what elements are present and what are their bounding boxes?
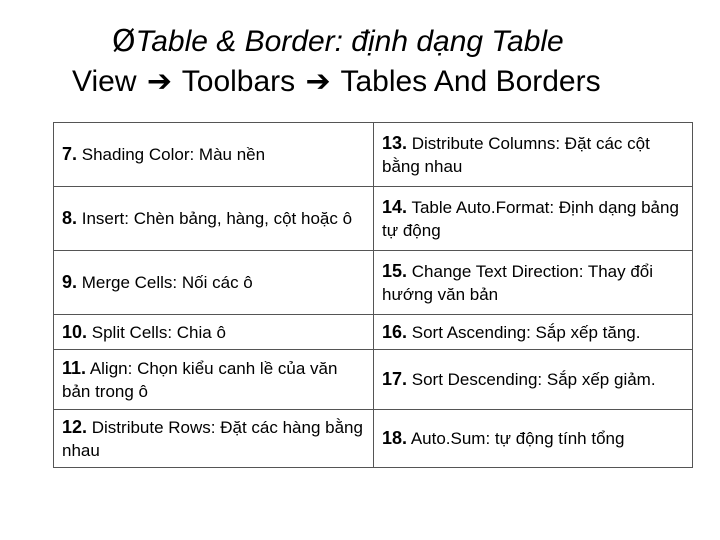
toolbar-functions-table — [53, 122, 693, 468]
menu-path-tables-borders: Tables And Borders — [340, 65, 601, 98]
menu-path-toolbars: Toolbars — [181, 65, 296, 98]
item-number: 8. — [62, 208, 78, 228]
item-text: Shading Color: Màu nền — [77, 145, 266, 164]
item-number: 10. — [62, 321, 88, 342]
item-text: Distribute Rows: Đặt các hàng bằng nhau — [62, 417, 363, 460]
item-text: Split Cells: Chia ô — [87, 322, 226, 342]
table-row — [54, 187, 693, 251]
slide-title-line2 — [72, 62, 601, 102]
item-text: Change Text Direction: Thay đổi hướng văn bản — [382, 261, 654, 304]
item-number: 17. — [382, 369, 408, 389]
table-row — [54, 315, 693, 350]
table-cell — [374, 251, 693, 315]
table-cell — [54, 410, 374, 468]
item-text: Distribute Columns: Đặt các cột bằng nhau — [382, 133, 650, 176]
table-cell — [54, 187, 374, 251]
table-cell — [54, 315, 374, 350]
item-text: Insert: Chèn bảng, hàng, cột hoặc ô — [77, 209, 353, 228]
menu-path-view: View — [72, 65, 137, 98]
item-text: Sort Ascending: Sắp xếp tăng. — [407, 322, 641, 342]
table-cell — [374, 350, 693, 410]
item-number: 14. — [382, 196, 408, 217]
bullet-marker: Ø — [112, 24, 136, 59]
table-cell — [374, 187, 693, 251]
arrow-right-icon: ➔ — [146, 65, 172, 98]
item-number: 13. — [382, 132, 408, 153]
table-cell — [374, 410, 693, 468]
item-number: 16. — [382, 321, 408, 342]
table-row — [54, 123, 693, 187]
item-text: Align: Chọn kiểu canh lề của văn bản trong ô — [62, 358, 338, 401]
table-cell — [54, 123, 374, 187]
slide-title-line1 — [112, 22, 564, 62]
item-number: 12. — [62, 416, 88, 437]
table-cell — [374, 315, 693, 350]
arrow-right-icon: ➔ — [305, 65, 331, 98]
table-row — [54, 350, 693, 410]
item-text: Table Auto.Format: Định dạng bảng tự động — [382, 197, 679, 240]
table-row — [54, 251, 693, 315]
table-cell — [374, 123, 693, 187]
item-text: Sort Descending: Sắp xếp giảm. — [407, 370, 656, 389]
item-number: 9. — [62, 272, 78, 292]
table-row — [54, 410, 693, 468]
title-line1-text: Table & Border: định dạng Table — [135, 25, 564, 58]
item-number: 7. — [62, 144, 78, 164]
item-number: 11. — [62, 357, 87, 378]
item-text: Merge Cells: Nối các ô — [77, 273, 253, 292]
item-number: 18. — [382, 428, 408, 448]
item-text: Auto.Sum: tự động tính tổng — [407, 429, 625, 448]
table-cell — [54, 251, 374, 315]
table-cell — [54, 350, 374, 410]
item-number: 15. — [382, 260, 408, 281]
